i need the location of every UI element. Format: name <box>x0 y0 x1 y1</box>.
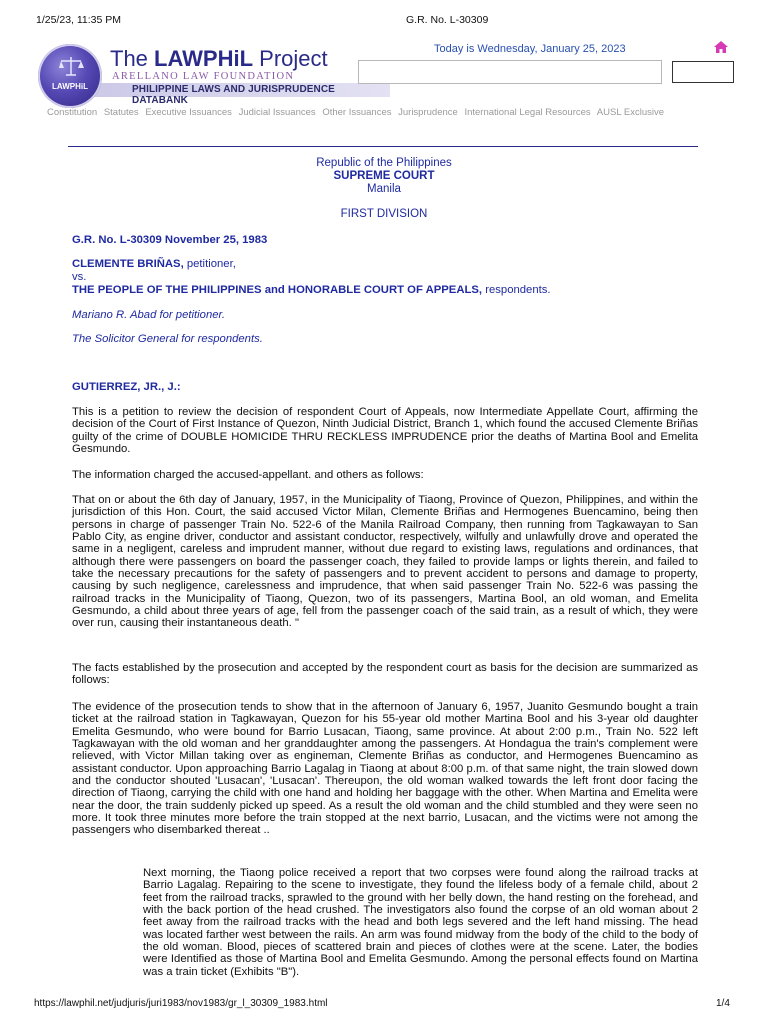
counsel-respondents: The Solicitor General for respondents. <box>72 333 263 345</box>
tagline-stripe <box>68 83 390 106</box>
search-button[interactable] <box>672 61 734 83</box>
nav-international-legal-resources[interactable]: International Legal Resources <box>464 107 591 118</box>
foundation-name: ARELLANO LAW FOUNDATION <box>112 71 295 82</box>
today-date: Today is Wednesday, January 25, 2023 <box>434 43 626 55</box>
respondents-role: respondents. <box>482 284 551 296</box>
nav-statutes[interactable]: Statutes <box>103 107 139 118</box>
body-paragraph-3: That on or about the 6th day of January, 1957, in the Municipality of Tiaong, Province of Quezon, Philippines, and within the jurisdiction of this Hon. Court, the said accused Victor Milan, Clemente Briñas and Hermogenes Buencamino, being then persons in charge of passenger Train No. 522-6 of the Manila Railroad Company, then running from Tagkawayan to San Pablo City, as engine driver, conductor and assistant conductor, respectively, wilfully and unlawfully drove and operated the same in a negligent, careless and imprudent manner, without due regard to existing laws, regulations and ordinances, that although there were passengers on board the passenger coach, they failed to provide lamps or lights therein, and failed to take the necessary precautions for the safety of passengers and to prevent accident to persons and damage to property, causing by such negligence, carelessness and imprudence, that when said passenger Train No. 522-6 was passing the railroad tracks in the Municipality of Tiaong, Quezon, two of its passengers, Martina Bool, an old woman, and Emelita Gesmundo, a child about three years of age, fell from the passenger coach of the said train, as a result of which, they were over run, causing their instantaneous death. " <box>72 494 698 630</box>
division-name: FIRST DIVISION <box>340 208 428 220</box>
brand-suffix: Project <box>253 46 328 71</box>
nav-ausl-exclusive[interactable]: AUSL Exclusive <box>596 107 665 118</box>
body-paragraph-2: The information charged the accused-appellant. and others as follows: <box>72 469 424 481</box>
site-brand <box>110 46 328 72</box>
print-doc-title: G.R. No. L-30309 <box>406 14 489 26</box>
print-datetime: 1/25/23, 11:35 PM <box>36 14 122 26</box>
republic-line: Republic of the Philippines <box>316 157 452 169</box>
nav-executive-issuances[interactable]: Executive Issuances <box>145 107 232 118</box>
case-number: G.R. No. L-30309 November 25, 1983 <box>72 234 268 246</box>
respondents-name: THE PEOPLE OF THE PHILIPPINES and HONORABLE COURT OF APPEALS, <box>72 284 483 296</box>
versus: vs. <box>72 271 87 283</box>
petitioner-role: petitioner, <box>183 258 236 270</box>
counsel-petitioner: Mariano R. Abad for petitioner. <box>72 309 226 321</box>
nav-constitution[interactable]: Constitution <box>47 107 98 118</box>
nav-other-issuances[interactable]: Other Issuances <box>322 107 392 118</box>
petitioner-line <box>72 258 698 270</box>
respondents-line <box>72 284 698 296</box>
scales-icon <box>58 56 84 76</box>
body-paragraph-1: This is a petition to review the decision of respondent Court of Appeals, now Intermediate Appellate Court, affirming the decision of the Court of First Instance of Quezon, Ninth Judicial District, Branch 1, which found the accused Clemente Briñas guilty of the crime of DOUBLE HOMICIDE THRU RECKLESS IMPRUDENCE prior the deaths of Martina Bool and Emelita Gesmundo. <box>72 406 698 456</box>
main-nav <box>47 107 668 118</box>
court-city: Manila <box>367 183 401 195</box>
brand-bold: LAWPHiL <box>154 46 254 71</box>
block-quote: Next morning, the Tiaong police received a report that two corpses were found along the railroad tracks at Barrio Lagalag. Repairing to the scene to investigate, they found the lifeless body of a female child, about 2 feet from the railroad tracks, sprawled to the ground with her belly down, the hand resting on the forehead, and with the back portion of the head crushed. The investigators also found the corpse of an old woman about 2 feet away from the railroad tracks with the head and both legs severed and the left hand missing. The head was located farther west between the rails. An arm was found midway from the body of the child to the body of the old woman. Blood, pieces of scattered brain and pieces of clothes were at the scene. Later, the bodies were Identified as those of Martina Bool and Emelita Gesmundo. Among the personal effects found on Martina was a train ticket (Exhibits "B"). <box>143 867 698 978</box>
page-number: 1/4 <box>716 998 730 1009</box>
home-icon[interactable] <box>713 40 729 54</box>
nav-judicial-issuances[interactable]: Judicial Issuances <box>238 107 316 118</box>
petitioner-name: CLEMENTE BRIÑAS, <box>72 258 184 270</box>
body-paragraph-5: The evidence of the prosecution tends to show that in the afternoon of January 6, 1957, Juanito Gesmundo bought a train ticket at the railroad station in Tagkawayan, Quezon for his 55-year old mother Martina Bool and his 3-year old daughter Emelita Gesmundo, who were bound for Barrio Lusacan, Tiaong, same province. At about 2:00 p.m., Train No. 522 left Tagkawayan with the old woman and her granddaughter among the passengers. At Hondagua the train's complement were relieved, with Victor Millan taking over as engineman, Clemente Briñas as conductor, and Hermogenes Buencamino as assistant conductor. Upon approaching Barrio Lagalag in Tiaong at about 8:00 p.m. of that same night, the train slowed down and the conductor shouted 'Lusacan', 'Lusacan'. Thereupon, the old woman walked towards the left front door facing the direction of Tiaong, carrying the child with one hand and holding her baggage with the other. When Martina and Emelita were near the door, the train suddenly picked up speed. As a result the old woman and the child stumbled and they were seen no more. It took three minutes more before the train stopped at the next barrio, Lusacan, and the victims were not among the passengers who disembarked thereat .. <box>72 701 698 837</box>
lawphil-logo[interactable] <box>38 44 102 108</box>
brand-prefix: The <box>110 46 155 71</box>
court-name: SUPREME COURT <box>333 170 435 182</box>
ponente: GUTIERREZ, JR., J.: <box>72 381 181 393</box>
print-url: https://lawphil.net/judjuris/juri1983/nov1983/gr_l_30309_1983.html <box>34 998 328 1009</box>
search-input[interactable] <box>358 60 662 84</box>
site-banner[interactable] <box>38 42 358 106</box>
nav-jurisprudence[interactable]: Jurisprudence <box>398 107 458 118</box>
body-paragraph-4: The facts established by the prosecution and accepted by the respondent court as basis for the decision are summarized as follows: <box>72 662 698 687</box>
logo-text: LAWPHiL <box>52 82 88 91</box>
site-tagline: PHILIPPINE LAWS AND JURISPRUDENCE DATABANK <box>132 84 335 106</box>
print-header <box>0 14 768 28</box>
header-divider <box>68 146 698 147</box>
